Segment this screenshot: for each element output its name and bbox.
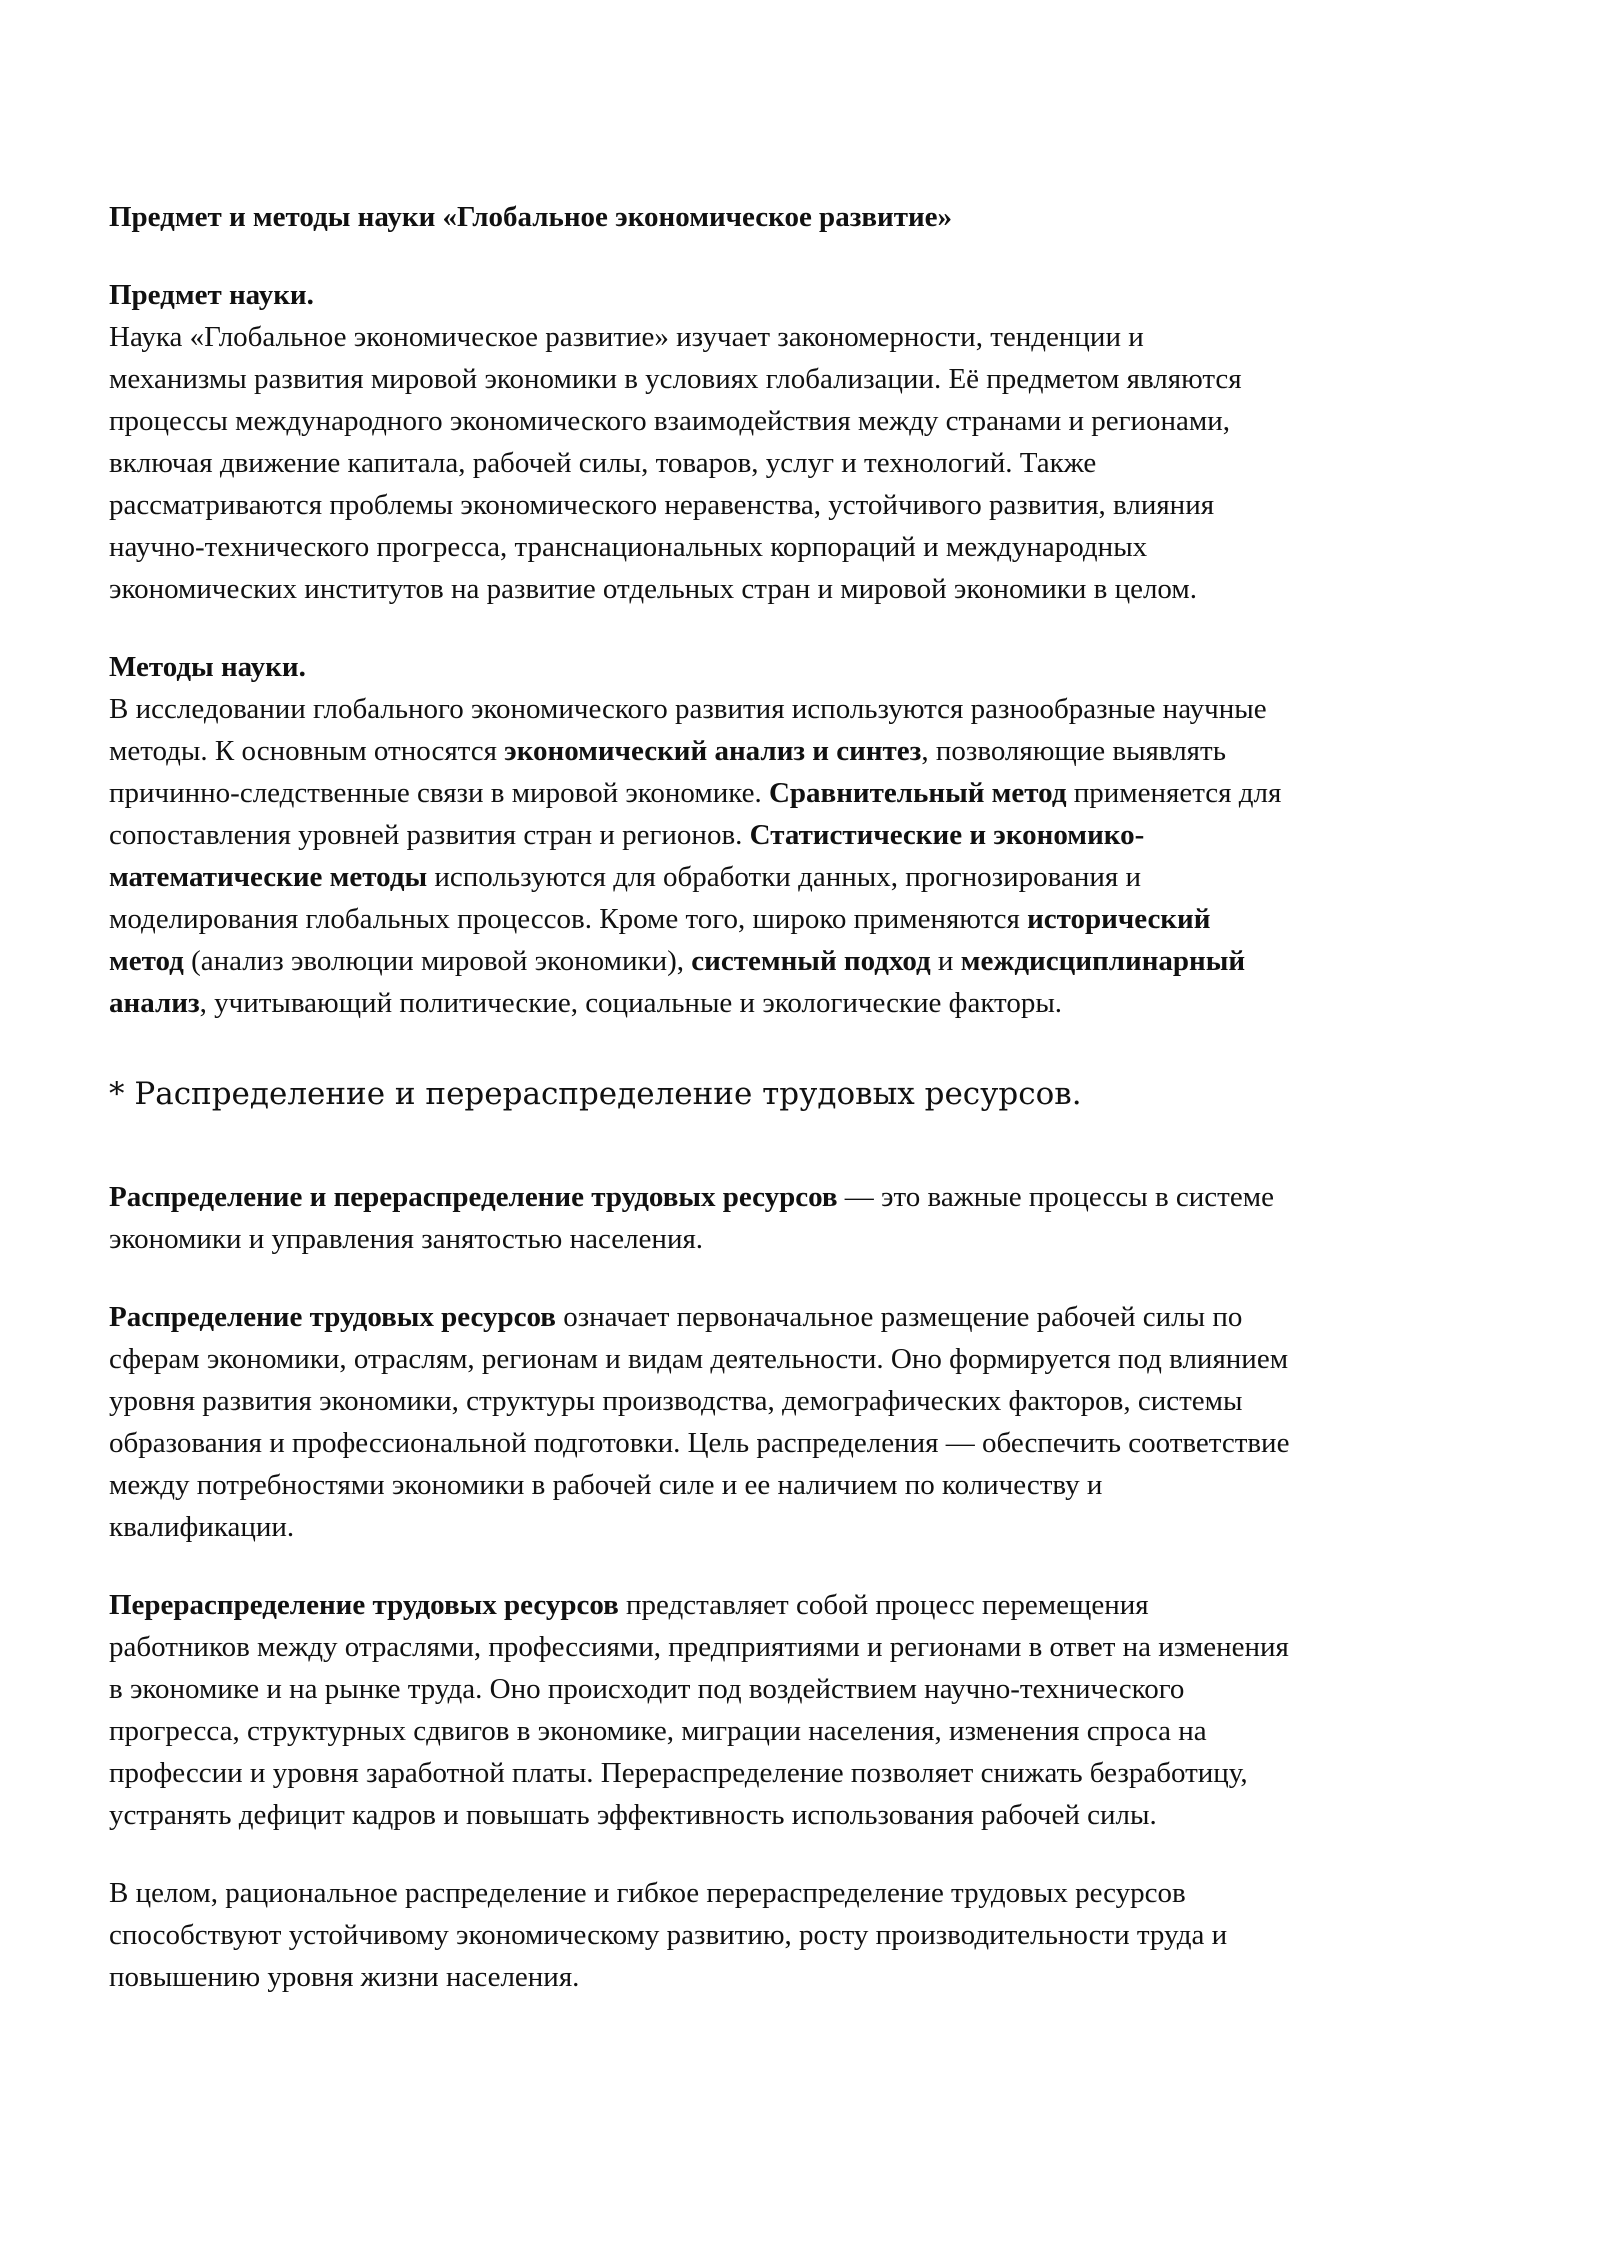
text-line bbox=[109, 730, 1509, 772]
text-span: — это важные процессы в системе bbox=[837, 1181, 1274, 1213]
text-line: в экономике и на рынке труда. Оно происходит под воздействием научно-технического bbox=[109, 1673, 1185, 1705]
text-line: рассматриваются проблемы экономического неравенства, устойчивого развития, влияния bbox=[109, 489, 1215, 521]
text-line: научно-технического прогресса, транснациональных корпораций и международных bbox=[109, 531, 1148, 563]
text-span: представляет собой процесс перемещения bbox=[618, 1589, 1149, 1621]
text-line: работников между отраслями, профессиями, предприятиями и регионами в ответ на изменения bbox=[109, 1631, 1289, 1663]
bold-term: Распределение трудовых ресурсов bbox=[109, 1301, 556, 1333]
text-line bbox=[109, 1296, 1509, 1338]
text-line: квалификации. bbox=[109, 1511, 295, 1543]
text-line bbox=[109, 1176, 1509, 1218]
section-heading: * Распределение и перераспределение трудовых ресурсов. bbox=[109, 1076, 1082, 1112]
bold-term: Перераспределение трудовых ресурсов bbox=[109, 1589, 619, 1621]
bold-term: Сравнительный метод bbox=[768, 777, 1067, 809]
bold-term: Статистические и экономико- bbox=[749, 819, 1145, 851]
section-paragraph-3 bbox=[109, 1584, 1509, 1836]
bold-term: метод bbox=[109, 945, 184, 977]
text-line: сферам экономики, отраслям, регионам и видам деятельности. Оно формируется под влиянием bbox=[109, 1343, 1289, 1375]
text-line: устранять дефицит кадров и повышать эффективность использования рабочей силы. bbox=[109, 1799, 1157, 1831]
text-span: моделирования глобальных процессов. Кроме того, широко применяются bbox=[109, 903, 1028, 935]
text-line: образования и профессиональной подготовки. Цель распределения — обеспечить соответствие bbox=[109, 1427, 1290, 1459]
text-span: , учитывающий политические, социальные и экологические факторы. bbox=[199, 987, 1063, 1019]
text-line bbox=[109, 814, 1509, 856]
text-line: В целом, рациональное распределение и гибкое перераспределение трудовых ресурсов bbox=[109, 1877, 1186, 1909]
text-line: механизмы развития мировой экономики в условиях глобализации. Её предметом являются bbox=[109, 363, 1242, 395]
text-span: сопоставления уровней развития стран и регионов. bbox=[109, 819, 750, 851]
bold-term: экономический анализ и синтез bbox=[504, 735, 922, 767]
text-line bbox=[109, 772, 1509, 814]
text-span: означает первоначальное размещение рабочей силы по bbox=[555, 1301, 1243, 1333]
bold-term: математические методы bbox=[109, 861, 428, 893]
subject-heading: Предмет науки. bbox=[109, 279, 314, 311]
text-line: процессы международного экономического взаимодействия между странами и регионами, bbox=[109, 405, 1231, 437]
text-span: применяется для bbox=[1066, 777, 1282, 809]
methods-heading: Методы науки. bbox=[109, 651, 306, 683]
text-line: включая движение капитала, рабочей силы, товаров, услуг и технологий. Также bbox=[109, 447, 1097, 479]
text-line: способствуют устойчивому экономическому развитию, росту производительности труда и bbox=[109, 1919, 1228, 1951]
text-line: экономических институтов на развитие отдельных стран и мировой экономики в целом. bbox=[109, 573, 1197, 605]
document-page bbox=[109, 196, 1509, 1998]
bold-term: анализ bbox=[109, 987, 200, 1019]
text-line bbox=[109, 898, 1509, 940]
bold-term: междисциплинарный bbox=[960, 945, 1246, 977]
section-paragraph-2 bbox=[109, 1296, 1509, 1548]
text-span: используются для обработки данных, прогнозирования и bbox=[427, 861, 1141, 893]
text-line bbox=[109, 940, 1509, 982]
subject-paragraph bbox=[109, 316, 1509, 610]
text-line: уровня развития экономики, структуры производства, демографических факторов, системы bbox=[109, 1385, 1243, 1417]
text-span: и bbox=[930, 945, 961, 977]
text-line: профессии и уровня заработной платы. Перераспределение позволяет снижать безработицу, bbox=[109, 1757, 1248, 1789]
text-line: прогресса, структурных сдвигов в экономике, миграции населения, изменения спроса на bbox=[109, 1715, 1207, 1747]
section-paragraph-4 bbox=[109, 1872, 1509, 1998]
text-line bbox=[109, 856, 1509, 898]
bold-term: Распределение и перераспределение трудовых ресурсов bbox=[109, 1181, 838, 1213]
bold-term: исторический bbox=[1027, 903, 1211, 935]
text-span: , позволяющие выявлять bbox=[921, 735, 1226, 767]
text-span: причинно-следственные связи в мировой экономике. bbox=[109, 777, 769, 809]
text-line bbox=[109, 982, 1509, 1024]
text-line: повышению уровня жизни населения. bbox=[109, 1961, 580, 1993]
methods-paragraph bbox=[109, 688, 1509, 1024]
text-span: методы. К основным относятся bbox=[109, 735, 505, 767]
document-title: Предмет и методы науки «Глобальное экономическое развитие» bbox=[109, 201, 953, 233]
text-line bbox=[109, 1584, 1509, 1626]
section-paragraph-1 bbox=[109, 1176, 1509, 1260]
bold-term: системный подход bbox=[691, 945, 931, 977]
text-line: В исследовании глобального экономического развития используются разнообразные научные bbox=[109, 693, 1267, 725]
text-line: экономики и управления занятостью населения. bbox=[109, 1223, 704, 1255]
text-line: между потребностями экономики в рабочей силе и ее наличием по количеству и bbox=[109, 1469, 1103, 1501]
text-span: (анализ эволюции мировой экономики), bbox=[183, 945, 692, 977]
text-line: Наука «Глобальное экономическое развитие» изучает закономерности, тенденции и bbox=[109, 321, 1144, 353]
